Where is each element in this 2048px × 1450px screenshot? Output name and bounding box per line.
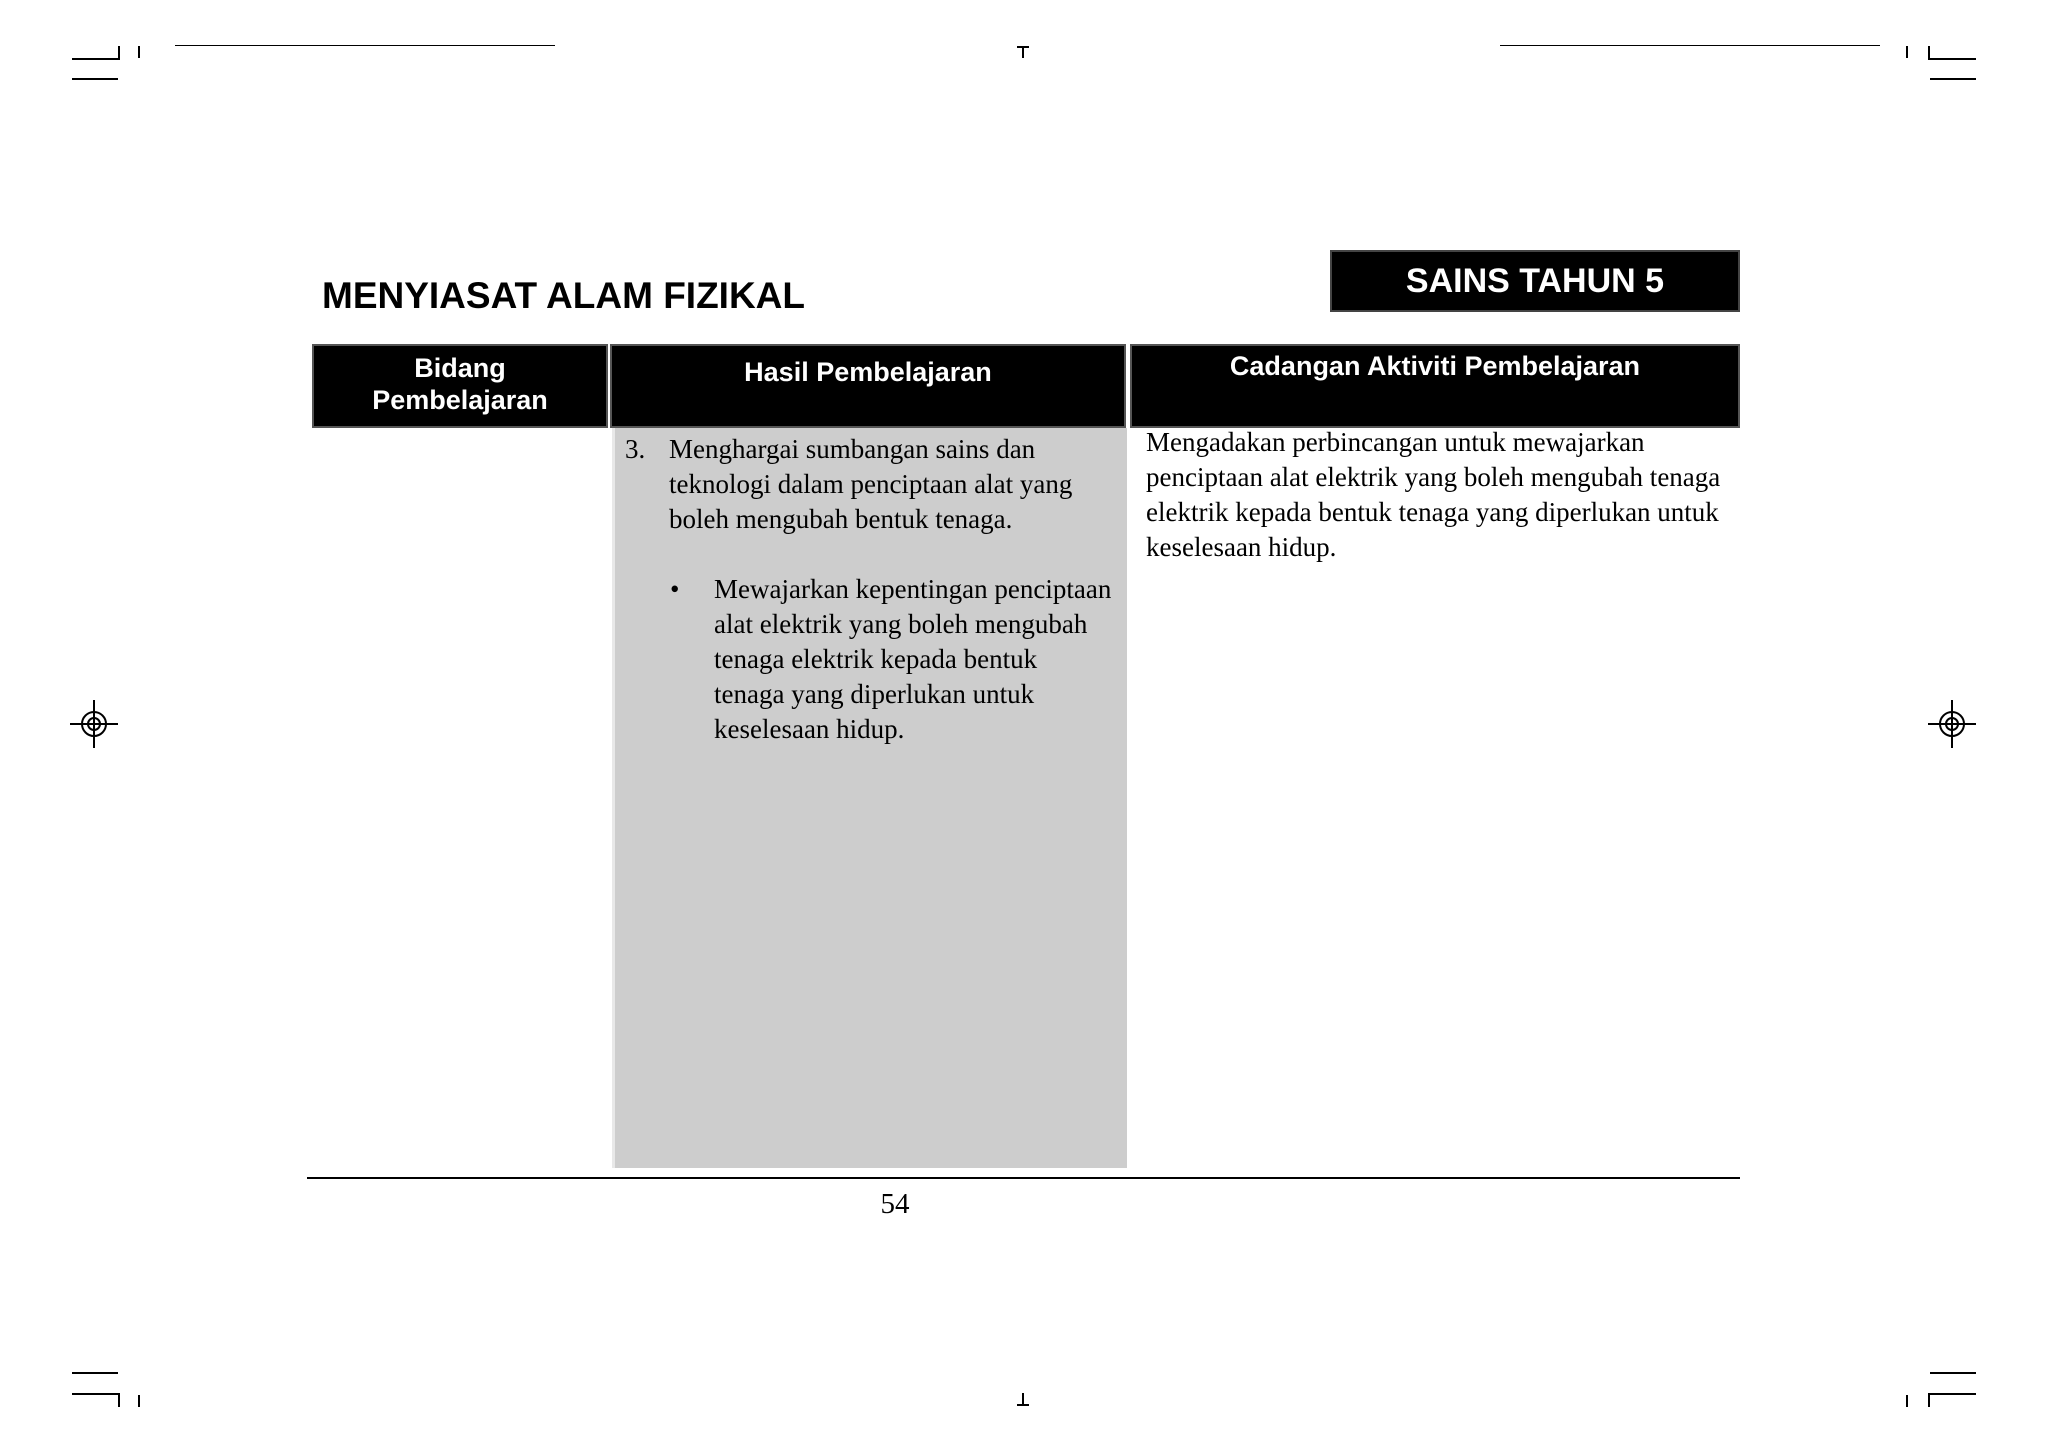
column-header-hasil: Hasil Pembelajaran [610, 344, 1126, 428]
column-header-line: Pembelajaran [372, 385, 548, 415]
column-header-bidang [312, 344, 608, 428]
registration-crosshair-icon [70, 700, 118, 748]
subject-badge: SAINS TAHUN 5 [1330, 250, 1740, 312]
page-title: MENYIASAT ALAM FIZIKAL [322, 275, 806, 316]
bullet-text: Mewajarkan kepentingan penciptaan alat elektrik yang boleh mengubah tenaga elektrik kepada bentuk tenaga yang diperlukan untuk keselesaan hidup. [714, 574, 1112, 744]
outcome-text: Menghargai sumbangan sains dan teknologi dalam penciptaan alat yang boleh mengubah bentuk tenaga. [669, 434, 1073, 534]
page-number: 54 [880, 1188, 910, 1220]
registration-crosshair-icon [1928, 700, 1976, 748]
outcome-number: 3. [625, 434, 646, 464]
bullet-icon: • [670, 574, 680, 604]
column-header-cadangan: Cadangan Aktiviti Pembelajaran [1130, 344, 1740, 428]
table-bottom-rule [307, 1177, 1740, 1179]
learning-outcome-column [612, 428, 1127, 1168]
column-header-line: Bidang [414, 353, 506, 383]
suggested-activity-text: Mengadakan perbincangan untuk mewajarkan penciptaan alat elektrik yang boleh mengubah tenaga elektrik kepada bentuk tenaga yang diperlukan untuk keselesaan hidup. [1146, 427, 1721, 562]
